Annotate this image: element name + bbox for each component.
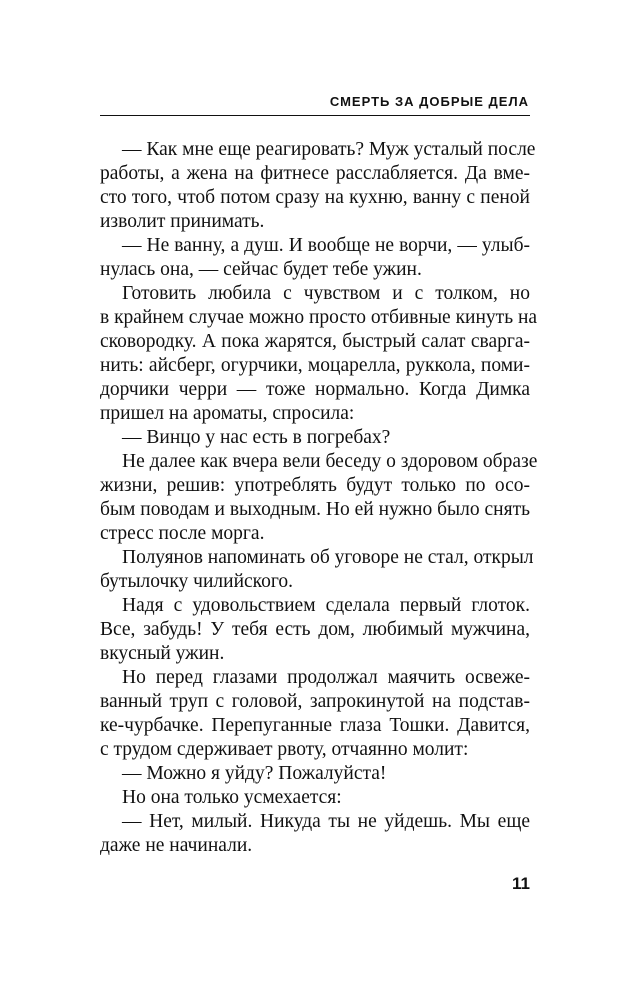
text-line: дорчики черри — тоже нормально. Когда Димка — [100, 379, 530, 400]
text-line: жизни, решив: употреблять будут только по осо- — [100, 475, 530, 496]
text-line: — Можно я уйду? Пожалуйста! — [122, 763, 387, 784]
text-line: Не далее как вчера вели беседу о здоровом образе — [122, 451, 538, 472]
text-line: Полуянов напоминать об уговоре не стал, открыл — [122, 547, 534, 568]
text-line: Надя с удовольствием сделала первый глоток. — [122, 595, 530, 616]
body-text — [100, 138, 538, 858]
text-line: нить: айсберг, огурчики, моцарелла, руккола, поми- — [100, 355, 530, 376]
text-line: — Винцо у нас есть в погребах? — [122, 427, 391, 448]
text-line: Но перед глазами продолжал маячить освеже- — [122, 667, 530, 688]
header-rule — [100, 115, 530, 116]
text-line: работы, а жена на фитнесе расслабляется. Да вме- — [100, 163, 530, 184]
page-number: 11 — [512, 874, 530, 893]
text-line: вкусный ужин. — [100, 643, 225, 664]
text-line: — Нет, милый. Никуда ты не уйдешь. Мы еще — [122, 811, 530, 832]
text-line: бым поводам и выходным. Но ей нужно было снять — [100, 499, 530, 520]
text-line: стресс после морга. — [100, 523, 265, 544]
text-line: бутылочку чилийского. — [100, 571, 294, 592]
text-line: Но она только усмехается: — [122, 787, 342, 808]
text-line: Готовить любила с чувством и с толком, но — [122, 283, 530, 304]
text-line: даже не начинали. — [100, 835, 253, 856]
text-line: ке-чурбачке. Перепуганные глаза Тошки. Давится, — [100, 715, 530, 736]
text-line: — Как мне еще реагировать? Муж усталый после — [122, 139, 536, 160]
text-line: нулась она, — сейчас будет тебе ужин. — [100, 259, 422, 280]
running-title: СМЕРТЬ ЗА ДОБРЫЕ ДЕЛА — [329, 94, 529, 109]
text-line: — Не ванну, а душ. И вообще не ворчи, — улыб- — [122, 235, 530, 256]
text-line: в крайнем случае можно просто отбивные кинуть на — [100, 307, 538, 328]
text-line: сто того, чтоб потом сразу на кухню, ванну с пеной — [100, 187, 530, 208]
text-line: с трудом сдерживает рвоту, отчаянно молит: — [100, 739, 469, 760]
text-line: сковородку. А пока жарятся, быстрый салат сварга- — [100, 331, 530, 352]
text-line: изволит принимать. — [100, 211, 265, 232]
text-line: пришел на ароматы, спросила: — [100, 403, 355, 424]
text-line: Все, забудь! У тебя есть дом, любимый мужчина, — [100, 619, 530, 640]
text-line: ванный труп с головой, запрокинутой на подстав- — [100, 691, 530, 712]
